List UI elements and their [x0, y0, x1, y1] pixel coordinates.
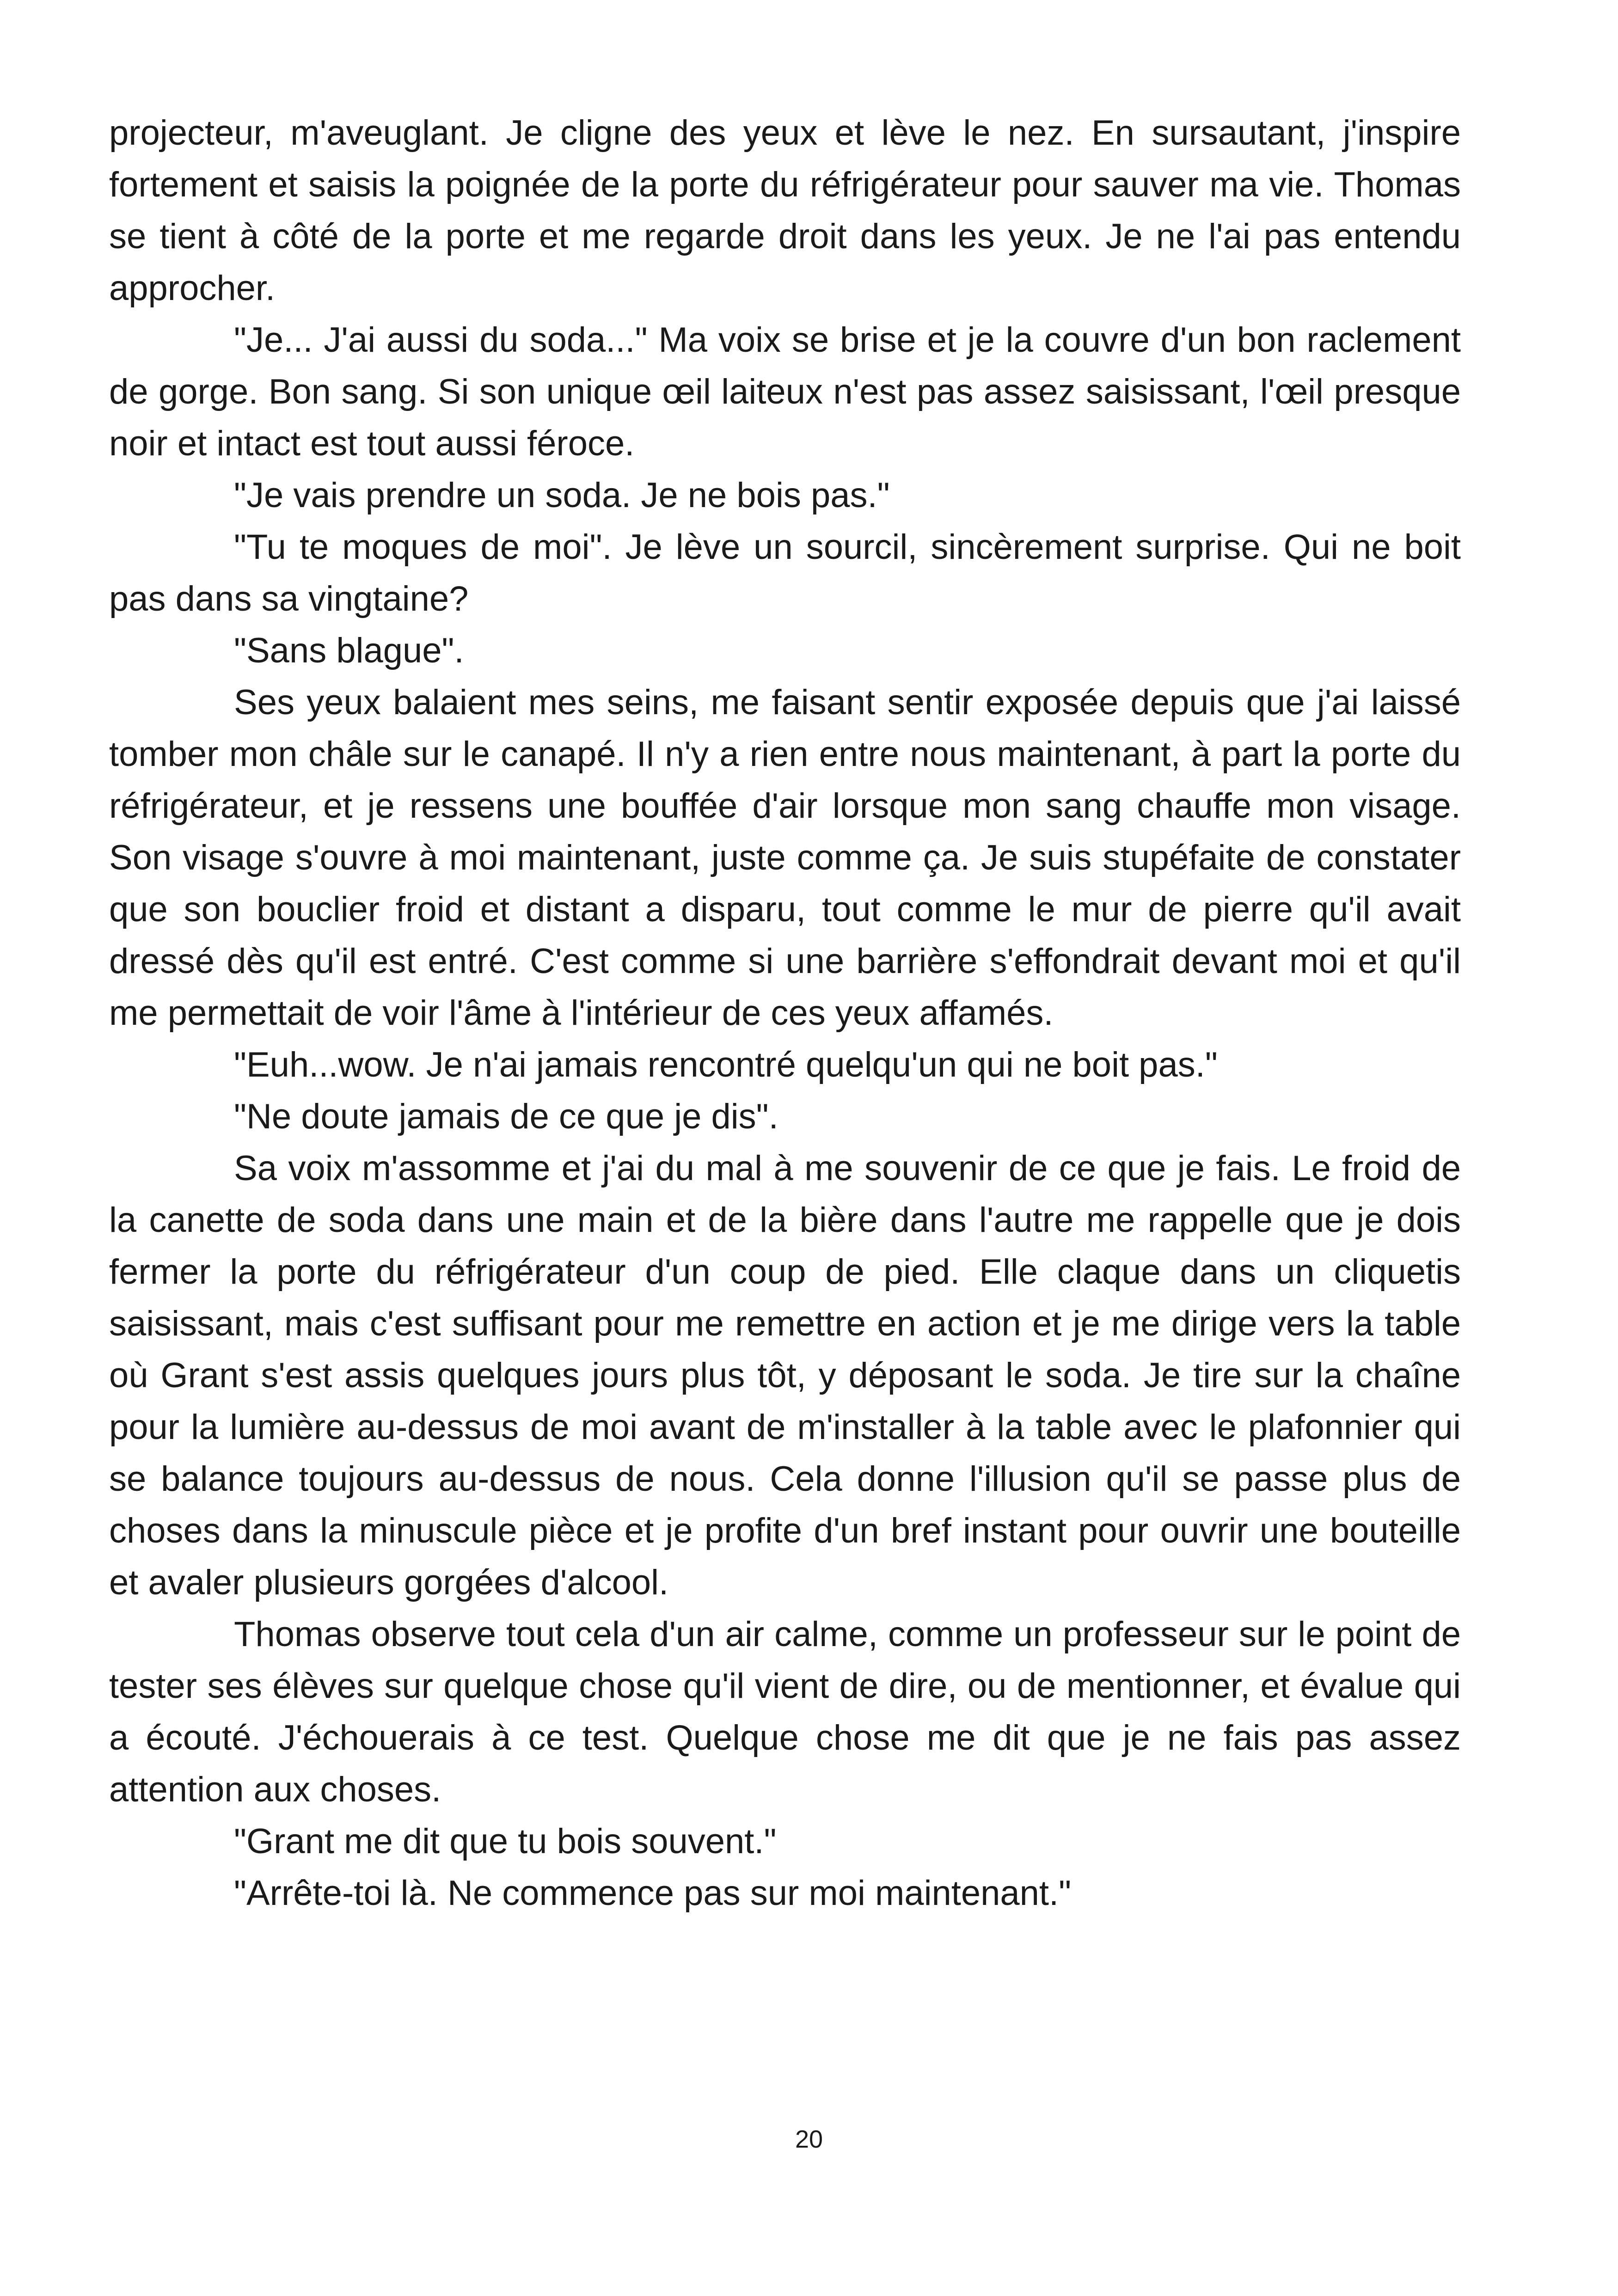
paragraph: "Grant me dit que tu bois souvent.": [234, 1822, 777, 1861]
paragraph: "Euh...wow. Je n'ai jamais rencontré quelqu'un qui ne boit pas.": [234, 1045, 1218, 1084]
paragraph: "Ne doute jamais de ce que je dis".: [234, 1097, 778, 1136]
page-number: 20: [795, 2125, 823, 2153]
paragraph: "Tu te moques de moi". Je lève un sourcil, sincèrement surprise. Qui ne boit pas dans sa vingtaine?: [109, 527, 1461, 618]
paragraph: "Je... J'ai aussi du soda..." Ma voix se brise et je la couvre d'un bon raclement de gorge. Bon sang. Si son unique œil laiteux n'est pas assez saisissant, l'œil presque noir et intact est tout aussi féroce.: [109, 320, 1461, 463]
paragraph: Thomas observe tout cela d'un air calme, comme un professeur sur le point de tester ses élèves sur quelque chose qu'il vient de dire, ou de mentionner, et évalue qui a écouté. J'échouerais à ce test. Quelque chose me dit que je ne fais pas assez attention aux choses.: [109, 1615, 1461, 1809]
body-text: [109, 107, 1461, 1919]
paragraph: Ses yeux balaient mes seins, me faisant sentir exposée depuis que j'ai laissé tomber mon châle sur le canapé. Il n'y a rien entre nous maintenant, à part la porte du réfrigérateur, et je ressens une bouffée d'air lorsque mon sang chauffe mon visage. Son visage s'ouvre à moi maintenant, juste comme ça. Je suis stupéfaite de constater que son bouclier froid et distant a disparu, tout comme le mur de pierre qu'il avait dressé dès qu'il est entré. C'est comme si une barrière s'effondrait devant moi et qu'il me permettait de voir l'âme à l'intérieur de ces yeux affamés.: [109, 683, 1461, 1033]
paragraph: "Sans blague".: [234, 631, 464, 670]
paragraph: projecteur, m'aveuglant. Je cligne des yeux et lève le nez. En sursautant, j'inspire fortement et saisis la poignée de la porte du réfrigérateur pour sauver ma vie. Thomas se tient à côté de la porte et me regarde droit dans les yeux. Je ne l'ai pas entendu approcher.: [109, 113, 1461, 308]
paragraph: Sa voix m'assomme et j'ai du mal à me souvenir de ce que je fais. Le froid de la canette de soda dans une main et de la bière dans l'autre me rappelle que je dois fermer la porte du réfrigérateur d'un coup de pied. Elle claque dans un cliquetis saisissant, mais c'est suffisant pour me remettre en action et je me dirige vers la table où Grant s'est assis quelques jours plus tôt, y déposant le soda. Je tire sur la chaîne pour la lumière au-dessus de moi avant de m'installer à la table avec le plafonnier qui se balance toujours au-dessus de nous. Cela donne l'illusion qu'il se passe plus de choses dans la minuscule pièce et je profite d'un bref instant pour ouvrir une bouteille et avaler plusieurs gorgées d'alcool.: [109, 1149, 1461, 1602]
paragraph: "Je vais prendre un soda. Je ne bois pas.": [234, 476, 890, 515]
paragraph: "Arrête-toi là. Ne commence pas sur moi maintenant.": [234, 1874, 1072, 1913]
